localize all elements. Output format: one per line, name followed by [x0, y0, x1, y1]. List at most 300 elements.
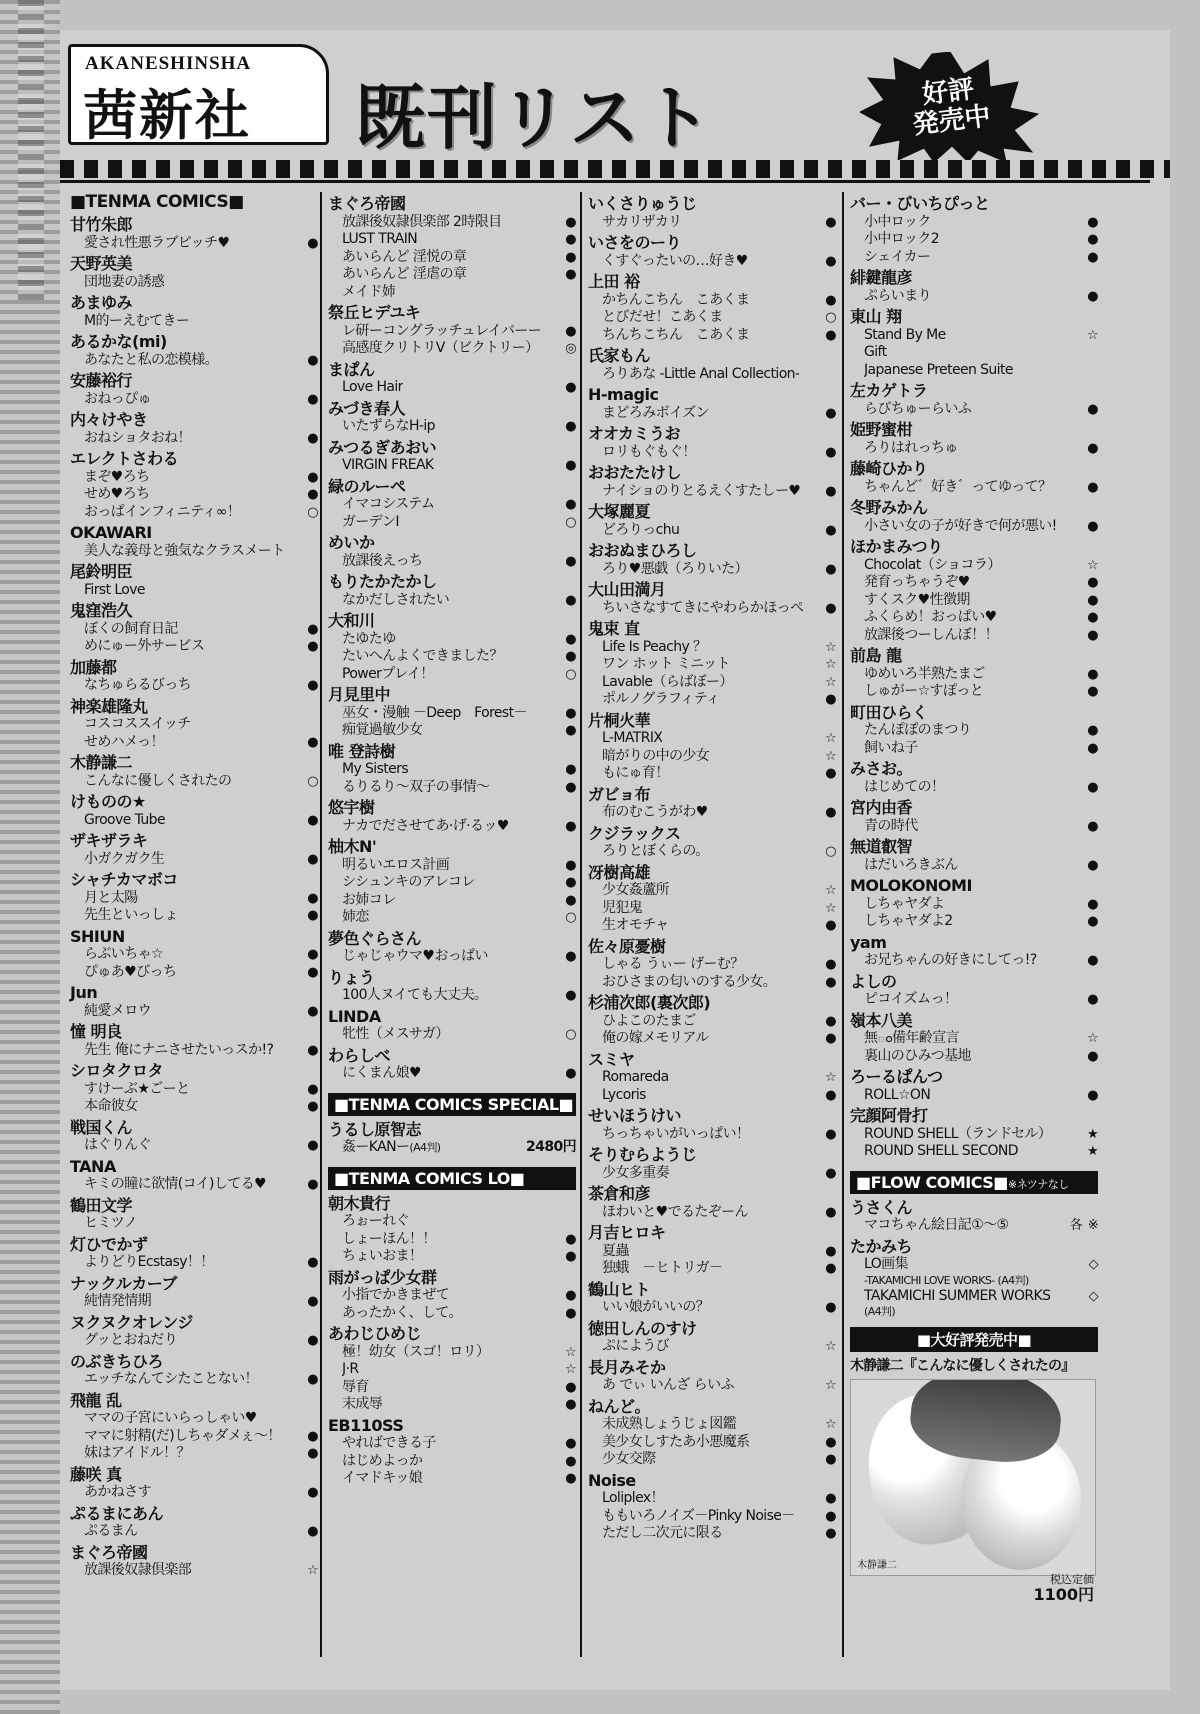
availability-mark-icon	[1082, 610, 1098, 626]
availability-mark-icon	[820, 1070, 836, 1086]
item-title: いい娘がいいの？	[602, 1299, 710, 1316]
catalog-item[interactable]	[850, 440, 1098, 458]
header-rule-thin	[60, 180, 1150, 183]
author-name: TANA	[70, 1156, 116, 1176]
item-title: Gift	[864, 344, 887, 361]
catalog-item[interactable]	[70, 1445, 318, 1463]
catalog-item[interactable]	[588, 1069, 836, 1087]
author-name: 鬼束 直	[588, 619, 640, 639]
availability-mark-icon	[302, 735, 318, 751]
catalog-item[interactable]	[328, 1305, 576, 1323]
catalog-item[interactable]	[588, 1165, 836, 1183]
catalog-column-3	[588, 192, 836, 1662]
catalog-item[interactable]	[328, 666, 576, 684]
catalog-item[interactable]	[328, 1139, 576, 1157]
item-title: 痴覚過敏少女	[342, 722, 423, 739]
availability-mark-icon	[1082, 992, 1098, 1008]
availability-mark-icon	[820, 1491, 836, 1507]
item-title: 発育っちゃうぞ♥	[864, 574, 970, 591]
author-name: うるし原智志	[328, 1119, 422, 1139]
catalog-item[interactable]	[328, 553, 576, 571]
catalog-item[interactable]	[588, 674, 836, 692]
catalog-item[interactable]	[70, 274, 318, 292]
author-name: 月吉ヒロキ	[588, 1223, 666, 1243]
catalog-item[interactable]	[70, 907, 318, 925]
item-title: 美少女しすたあ小悪魔系	[602, 1433, 750, 1450]
catalog-columns	[60, 192, 1170, 1662]
catalog-item[interactable]	[70, 851, 318, 869]
catalog-item[interactable]	[70, 1176, 318, 1194]
catalog-item[interactable]	[328, 722, 576, 740]
catalog-item[interactable]	[850, 857, 1098, 875]
availability-mark-icon	[820, 1435, 836, 1451]
catalog-item[interactable]	[328, 648, 576, 666]
catalog-item[interactable]	[850, 666, 1098, 684]
catalog-item[interactable]	[70, 1523, 318, 1541]
item-title: ぷるまん	[84, 1523, 138, 1540]
availability-mark-icon	[302, 353, 318, 369]
author-name: いくさりゅうじ	[588, 194, 697, 213]
catalog-item[interactable]	[588, 405, 836, 423]
availability-mark-icon	[820, 1088, 836, 1104]
catalog-item[interactable]	[588, 765, 836, 783]
catalog-item[interactable]	[70, 1293, 318, 1311]
catalog-item[interactable]	[328, 1396, 576, 1414]
catalog-item[interactable]	[70, 812, 318, 830]
publisher-name-jp: 茜新社	[83, 84, 251, 147]
item-title: すけーぶ★ごーと	[84, 1080, 190, 1097]
catalog-item[interactable]	[328, 818, 576, 836]
catalog-item[interactable]	[588, 1338, 836, 1356]
author-name: まぐろ帝國	[70, 1542, 148, 1562]
catalog-item[interactable]	[588, 561, 836, 579]
availability-mark-icon	[302, 947, 318, 963]
catalog-item[interactable]	[588, 366, 836, 384]
catalog-item[interactable]	[70, 890, 318, 908]
catalog-item[interactable]	[588, 900, 836, 918]
item-title: せめハメっ！	[84, 733, 164, 750]
catalog-item[interactable]	[328, 892, 576, 910]
author-name: ほかまみつり	[850, 537, 943, 557]
catalog-column-2	[328, 192, 576, 1662]
availability-mark-icon	[302, 1043, 318, 1059]
item-title: めにゅー外サービス	[84, 638, 205, 655]
catalog-item[interactable]	[588, 292, 836, 310]
availability-mark-icon	[1082, 667, 1098, 683]
availability-mark-icon	[302, 236, 318, 252]
item-title: ROUND SHELL SECOND	[864, 1143, 1018, 1160]
catalog-item[interactable]	[850, 344, 1098, 362]
availability-mark-icon	[560, 706, 576, 722]
promo-burst-label	[854, 41, 1046, 172]
catalog-item[interactable]	[328, 1470, 576, 1488]
catalog-item[interactable]	[850, 592, 1098, 610]
catalog-item[interactable]	[850, 214, 1098, 232]
catalog-item[interactable]	[70, 1332, 318, 1350]
item-title: 月と太陽	[84, 889, 138, 906]
catalog-item[interactable]	[328, 779, 576, 797]
catalog-item[interactable]	[588, 956, 836, 974]
catalog-item[interactable]	[588, 1299, 836, 1317]
availability-mark-2-icon	[1082, 1218, 1098, 1234]
catalog-item[interactable]	[328, 592, 576, 610]
item-title: 未成熟しょうじょ図鑑	[602, 1416, 736, 1433]
availability-mark-icon	[560, 380, 576, 396]
catalog-item[interactable]	[850, 722, 1098, 740]
catalog-item[interactable]	[70, 1003, 318, 1021]
catalog-item[interactable]	[70, 1254, 318, 1272]
catalog-item[interactable]	[850, 1274, 1098, 1288]
header-rule	[60, 160, 1170, 178]
catalog-item[interactable]	[70, 773, 318, 791]
catalog-item[interactable]	[70, 469, 318, 487]
catalog-item[interactable]	[328, 1453, 576, 1471]
catalog-item[interactable]	[70, 1081, 318, 1099]
catalog-item[interactable]	[328, 284, 576, 302]
catalog-item[interactable]	[70, 1484, 318, 1502]
catalog-item[interactable]	[850, 740, 1098, 758]
availability-mark-icon	[820, 293, 836, 309]
catalog-item[interactable]	[588, 214, 836, 232]
item-title: ROLL☆ON	[864, 1086, 931, 1103]
availability-mark-icon	[820, 1378, 836, 1394]
catalog-item[interactable]	[850, 249, 1098, 267]
item-title: るりるり～双子の事情～	[342, 778, 490, 795]
author-name: 大塚麗夏	[588, 502, 651, 522]
availability-mark-icon	[820, 918, 836, 934]
availability-mark-icon	[560, 250, 576, 266]
catalog-item[interactable]	[70, 235, 318, 253]
catalog-item[interactable]	[70, 621, 318, 639]
availability-mark-icon	[560, 554, 576, 570]
availability-mark-icon	[302, 774, 318, 790]
item-title: ROUND SHELL（ランドセル）	[864, 1125, 1052, 1142]
catalog-item[interactable]	[588, 804, 836, 822]
catalog-item[interactable]	[328, 231, 576, 249]
promo-bar-label: ■大好評発売中■	[850, 1327, 1098, 1352]
catalog-item[interactable]	[850, 518, 1098, 536]
catalog-item[interactable]	[850, 1143, 1098, 1161]
catalog-item[interactable]	[850, 683, 1098, 701]
catalog-item[interactable]	[850, 1217, 1098, 1235]
catalog-item[interactable]	[850, 818, 1098, 836]
catalog-item[interactable]	[70, 638, 318, 656]
catalog-item[interactable]	[328, 1248, 576, 1266]
availability-mark-icon	[1066, 1218, 1082, 1234]
author-name: けものの★	[70, 792, 146, 812]
catalog-item[interactable]	[588, 1434, 836, 1452]
item-title: 少女交際	[602, 1451, 656, 1468]
catalog-column-1	[70, 192, 318, 1662]
catalog-item[interactable]	[850, 609, 1098, 627]
item-title: 放課後奴隷倶楽部	[84, 1562, 192, 1579]
catalog-item[interactable]	[328, 379, 576, 397]
catalog-item[interactable]	[588, 730, 836, 748]
catalog-item[interactable]	[588, 974, 836, 992]
catalog-item[interactable]	[70, 1042, 318, 1060]
item-title: キミの瞳に欲情(コイ)してる♥	[84, 1176, 267, 1193]
author-name: 雨がっぱ少女群	[328, 1267, 437, 1287]
availability-mark-icon	[820, 1261, 836, 1277]
catalog-item[interactable]	[328, 1379, 576, 1397]
availability-mark-icon	[820, 901, 836, 917]
catalog-item[interactable]	[850, 362, 1098, 380]
catalog-item[interactable]	[850, 327, 1098, 345]
catalog-item[interactable]	[328, 323, 576, 341]
item-title: あかねさす	[84, 1484, 151, 1501]
catalog-item[interactable]	[850, 1087, 1098, 1105]
catalog-item[interactable]	[70, 1562, 318, 1580]
catalog-item[interactable]	[588, 639, 836, 657]
catalog-item[interactable]	[588, 309, 836, 327]
catalog-item[interactable]	[850, 574, 1098, 592]
catalog-item[interactable]	[850, 952, 1098, 970]
catalog-item[interactable]	[588, 1525, 836, 1543]
catalog-item[interactable]	[70, 582, 318, 600]
author-name: 大山田満月	[588, 580, 666, 600]
catalog-item[interactable]	[70, 677, 318, 695]
availability-mark-icon	[302, 891, 318, 907]
catalog-item[interactable]	[588, 1508, 836, 1526]
availability-mark-icon	[1082, 1031, 1098, 1047]
catalog-item[interactable]	[328, 1026, 576, 1044]
catalog-item[interactable]	[588, 1451, 836, 1469]
catalog-item[interactable]	[70, 1428, 318, 1446]
item-title: あなたと私の恋模様。	[84, 351, 218, 368]
catalog-item[interactable]	[850, 231, 1098, 249]
catalog-item[interactable]	[328, 214, 576, 232]
item-title: 明るいエロス計画	[342, 856, 450, 873]
item-title: にくまん娘♥	[342, 1065, 421, 1082]
availability-mark-icon	[302, 1524, 318, 1540]
item-title: ピコイズムっ！	[864, 991, 958, 1008]
catalog-item[interactable]	[588, 1490, 836, 1508]
catalog-item[interactable]	[70, 486, 318, 504]
catalog-item[interactable]	[328, 514, 576, 532]
item-title: ヒミツノ	[84, 1215, 138, 1232]
catalog-item[interactable]	[328, 1361, 576, 1379]
catalog-item[interactable]	[850, 1288, 1098, 1306]
catalog-item[interactable]	[328, 1287, 576, 1305]
availability-mark-icon	[560, 1232, 576, 1248]
catalog-item[interactable]	[850, 1305, 1098, 1319]
item-title: あ でぃ いんざ らいふ	[602, 1377, 734, 1394]
item-title: イマコシステム	[342, 496, 435, 513]
catalog-item[interactable]	[70, 352, 318, 370]
item-title: イマドキッ娘	[342, 1470, 423, 1487]
catalog-item[interactable]	[328, 1065, 576, 1083]
catalog-item[interactable]	[850, 288, 1098, 306]
item-title: しゅがー☆すぽっと	[864, 683, 984, 700]
catalog-item[interactable]	[588, 444, 836, 462]
item-title: 小ガクガク生	[84, 850, 165, 867]
catalog-item[interactable]	[328, 857, 576, 875]
catalog-item[interactable]	[70, 1098, 318, 1116]
item-title: ガーデンⅠ	[342, 513, 399, 530]
item-title: 生オモチャ	[602, 917, 669, 934]
catalog-item[interactable]	[70, 430, 318, 448]
item-title: ちゃんど゛好き゛ってゆって？	[864, 478, 1052, 495]
author-name: 茶倉和彦	[588, 1184, 651, 1204]
catalog-item[interactable]	[70, 504, 318, 522]
promo-burst	[860, 52, 1040, 162]
item-title: しょーほん！！	[342, 1230, 436, 1247]
catalog-item[interactable]	[70, 1371, 318, 1389]
availability-mark-icon	[302, 908, 318, 924]
availability-mark-icon	[1082, 819, 1098, 835]
catalog-item[interactable]	[70, 964, 318, 982]
catalog-item[interactable]	[850, 1030, 1098, 1048]
catalog-item[interactable]	[328, 1231, 576, 1249]
author-name: めいか	[328, 533, 375, 553]
catalog-item[interactable]	[70, 1410, 318, 1428]
page-header	[60, 34, 1170, 164]
catalog-item[interactable]	[328, 1213, 576, 1231]
availability-mark-icon	[560, 1436, 576, 1452]
catalog-item[interactable]	[328, 418, 576, 436]
catalog-item[interactable]	[850, 1256, 1098, 1274]
availability-mark-icon	[820, 1509, 836, 1525]
catalog-item[interactable]	[588, 327, 836, 345]
item-title: 独蛾 －ヒトリガ－	[602, 1260, 723, 1277]
catalog-item[interactable]	[588, 253, 836, 271]
author-name: おおたたけし	[588, 463, 682, 483]
availability-mark-icon	[560, 819, 576, 835]
catalog-item[interactable]	[328, 761, 576, 779]
availability-mark-icon	[1082, 858, 1098, 874]
catalog-item[interactable]	[588, 483, 836, 501]
author-name: 藤咲 真	[70, 1464, 122, 1484]
catalog-item[interactable]	[850, 913, 1098, 931]
catalog-item[interactable]	[70, 1215, 318, 1233]
catalog-item[interactable]	[850, 779, 1098, 797]
author-name: SHIUN	[70, 926, 125, 946]
item-title: ただし二次元に限る	[602, 1525, 723, 1542]
author-name: 完顔阿骨打	[850, 1106, 928, 1126]
catalog-item[interactable]	[70, 946, 318, 964]
catalog-item[interactable]	[588, 843, 836, 861]
catalog-item[interactable]	[588, 1243, 836, 1261]
catalog-item[interactable]	[850, 479, 1098, 497]
item-title: ちょいおま！	[342, 1248, 423, 1265]
availability-mark-icon	[820, 562, 836, 578]
availability-mark-icon	[302, 1372, 318, 1388]
catalog-item[interactable]	[850, 557, 1098, 575]
catalog-item[interactable]	[588, 1013, 836, 1031]
author-name: 宮内由香	[850, 798, 913, 818]
availability-mark-icon	[302, 1485, 318, 1501]
item-title: Life Is Peachy ？	[602, 638, 707, 655]
availability-mark-icon	[560, 1345, 576, 1361]
column-divider	[842, 192, 844, 1657]
catalog-item[interactable]	[588, 522, 836, 540]
catalog-item[interactable]	[850, 627, 1098, 645]
catalog-item[interactable]	[588, 600, 836, 618]
item-title: エッチなんてシたことない！	[84, 1371, 258, 1388]
availability-mark-icon	[560, 762, 576, 778]
author-name: みさお。	[850, 759, 913, 779]
catalog-item[interactable]	[328, 1435, 576, 1453]
item-title: いたずらなH-ip	[342, 418, 435, 435]
catalog-item[interactable]	[328, 496, 576, 514]
catalog-item[interactable]	[70, 543, 318, 561]
catalog-item[interactable]	[588, 917, 836, 935]
catalog-item[interactable]	[328, 631, 576, 649]
author-name: 緋鍵龍彦	[850, 268, 913, 288]
author-name: 天野英美	[70, 254, 133, 274]
catalog-item[interactable]	[328, 457, 576, 475]
catalog-item[interactable]	[588, 656, 836, 674]
catalog-item[interactable]	[588, 1416, 836, 1434]
catalog-item[interactable]	[328, 948, 576, 966]
catalog-item[interactable]	[588, 1126, 836, 1144]
availability-mark-icon	[560, 515, 576, 531]
item-title: 姉恋	[342, 909, 369, 926]
catalog-item[interactable]	[588, 882, 836, 900]
item-title: 児犯鬼	[602, 899, 643, 916]
catalog-item[interactable]	[588, 691, 836, 709]
catalog-item[interactable]	[850, 401, 1098, 419]
catalog-item[interactable]	[850, 991, 1098, 1009]
catalog-item[interactable]	[70, 716, 318, 734]
category-bar	[328, 1093, 576, 1116]
catalog-item[interactable]	[850, 1048, 1098, 1066]
promo-title: 『こんなに優しくされたの』	[902, 1357, 1075, 1374]
catalog-item[interactable]	[588, 1377, 836, 1395]
item-title: (A4判)	[864, 1305, 896, 1319]
catalog-item[interactable]	[328, 266, 576, 284]
author-name: りょう	[328, 967, 375, 987]
availability-mark-icon	[820, 844, 836, 860]
catalog-item[interactable]	[328, 909, 576, 927]
catalog-item[interactable]	[328, 249, 576, 267]
author-name: まぱん	[328, 359, 375, 379]
catalog-item[interactable]	[588, 1087, 836, 1105]
availability-mark-icon	[1082, 741, 1098, 757]
catalog-item[interactable]	[588, 1260, 836, 1278]
catalog-item[interactable]	[70, 1137, 318, 1155]
catalog-item[interactable]	[328, 874, 576, 892]
catalog-item[interactable]	[588, 1030, 836, 1048]
author-name: クジラックス	[588, 823, 681, 843]
catalog-item[interactable]	[850, 1126, 1098, 1144]
catalog-item[interactable]	[328, 705, 576, 723]
author-name: ガビョ布	[588, 784, 651, 804]
availability-mark-icon	[820, 1127, 836, 1143]
author-name: たかみち	[850, 1236, 913, 1256]
catalog-item[interactable]	[70, 734, 318, 752]
availability-mark-icon	[820, 692, 836, 708]
availability-mark-icon	[302, 1563, 318, 1579]
catalog-item[interactable]	[328, 1344, 576, 1362]
availability-mark-icon	[820, 657, 836, 673]
availability-mark-icon	[1082, 558, 1098, 574]
catalog-item[interactable]	[328, 987, 576, 1005]
item-title: Romareda	[602, 1069, 669, 1086]
catalog-item[interactable]	[588, 748, 836, 766]
catalog-item[interactable]	[588, 1204, 836, 1222]
author-name: 佐々原憂樹	[588, 936, 666, 956]
catalog-item[interactable]	[328, 340, 576, 358]
item-title: ちっちゃいがいっぱい！	[602, 1125, 750, 1142]
item-title: 放課後つーしんぼ！！	[864, 626, 998, 643]
item-title: たゆたゆ	[342, 630, 396, 647]
catalog-item[interactable]	[850, 896, 1098, 914]
catalog-item[interactable]	[70, 391, 318, 409]
item-title: シシュンキのアレコレ	[342, 874, 475, 891]
item-title: ナイショのりとるえくすたしー♥	[602, 482, 801, 499]
catalog-item[interactable]	[70, 313, 318, 331]
